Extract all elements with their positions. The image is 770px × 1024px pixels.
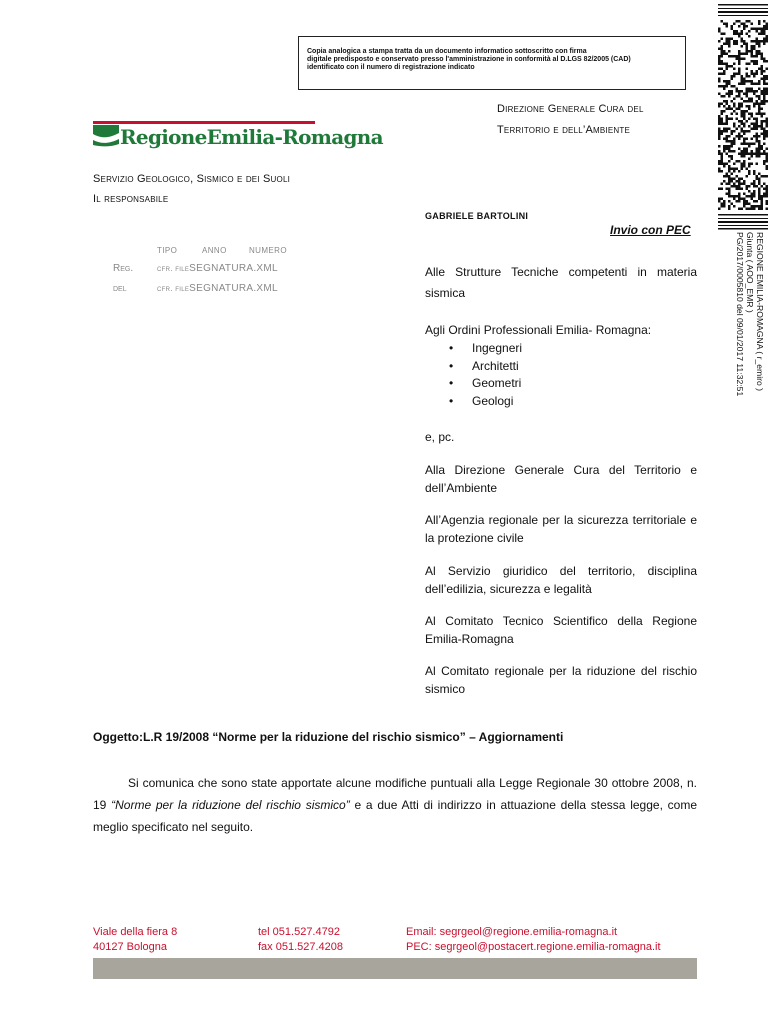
recipient-servizio-text: Al Servizio giuridico del territorio, disciplina dell’edilizia, sicurezza e legalità [425,564,697,596]
recipient-strutture-text: Alle Strutture Tecniche competenti in materia sismica [425,265,697,300]
registration-headers [157,246,287,255]
logo-wordmark: RegioneEmilia-Romagna [120,125,383,149]
stamp-line-1: REGIONE EMILIA-ROMAGNA ( r_emiro ) [755,232,765,392]
notice-line-3: identificato con il numero di registrazione indicato [307,64,475,71]
recipient-direzione [425,461,697,497]
footer-pec: PEC: segrgeol@postacert.regione.emilia-romagna.it [406,940,661,953]
reg-label: Reg. [113,263,134,274]
list-item: • Geometri [449,375,522,393]
digital-copy-notice [298,36,686,90]
notice-line-1: Copia analogica a stampa tratta da un documento informatico sottoscritto con firma [307,48,587,55]
notice-line-2: digitale predisposto e conservato presso l'amministrazione in conformità al D.LGS 82/2005 (CAD) [307,56,631,63]
recipient-epc [425,428,697,446]
recipient-servizio [425,562,697,598]
service-line-1: Servizio Geologico, Sismico e dei Suoli [93,173,291,185]
list-item: • Ingegneri [449,340,522,358]
recipient-agenzia-text: All’Agenzia regionale per la sicurezza territoriale e la protezione civile [425,513,697,545]
recipient-strutture [425,262,697,304]
directorate-line-1: Direzione Generale Cura del [497,103,644,115]
recipient-ordini [425,321,697,339]
body-part-1: Si comunica che sono state apportate alcune modifiche puntuali alla Legge Regionale 30 ottobre 2008, n. 19 [93,776,697,812]
reg-prefix: cfr. file [157,264,190,273]
ordini-list [449,340,522,410]
recipient-comitato-regionale [425,662,697,698]
recipient-direzione-text: Alla Direzione Generale Cura del Territorio e dell’Ambiente [425,463,697,495]
regione-logo [93,121,383,155]
directorate-heading [497,99,644,141]
del-label: del [113,283,127,294]
footer-contacts [406,925,661,954]
reg-value: SEGNATURA.XML [189,263,278,274]
footer-email: Email: segrgeol@regione.emilia-romagna.it [406,926,618,938]
footer-bar [93,958,697,979]
list-item: • Geologi [449,393,522,411]
registration-row-reg [113,263,278,274]
epc-text: e, pc. [425,430,455,444]
stamp-line-2: Giunta ( AOO_EMR ) [745,232,755,313]
footer-fax: fax 051.527.4208 [258,940,344,953]
logo-red-bar [93,121,315,124]
service-line-2: Il responsabile [93,193,169,205]
del-value: SEGNATURA.XML [189,283,278,294]
registration-row-del [113,283,278,294]
reg-header-tipo: TIPO [157,246,178,255]
list-item: • Architetti [449,358,522,376]
protocol-stamp [725,232,765,462]
reg-header-anno: ANNO [202,246,227,255]
recipient-comitato-tecnico [425,612,697,648]
reg-header-numero: NUMERO [249,246,287,255]
footer-phone [258,925,343,954]
protocol-barcode [718,0,768,260]
service-heading [93,169,290,209]
footer-street: Viale della fiera 8 [93,926,178,938]
stamp-line-3: PG/2017/0005810 del 09/01/2017 11:32:51 [735,232,745,397]
signer-name: GABRIELE BARTOLINI [425,211,529,221]
body-part-2: e a due Atti di indirizzo in attuazione della stessa legge, come meglio specificato nel seguito. [93,798,698,834]
recipient-ordini-text: Agli Ordini Professionali Emilia- Romagna: [425,323,652,337]
recipient-agenzia [425,511,697,547]
body-law-title: “Norme per la riduzione del rischio sismico” [111,798,350,812]
letter-subject: Oggetto:L.R 19/2008 “Norme per la riduzione del rischio sismico” – Aggiornamenti [93,730,564,744]
delivery-method: Invio con PEC [610,223,691,237]
letter-body [93,772,697,838]
regione-emblem-icon [93,125,119,149]
directorate-line-2: Territorio e dell’Ambiente [497,124,631,136]
recipient-comitato-tecnico-text: Al Comitato Tecnico Scientifico della Regione Emilia-Romagna [425,614,697,646]
footer-tel: tel 051.527.4792 [258,926,340,938]
footer-address [93,925,177,954]
recipient-comitato-regionale-text: Al Comitato regionale per la riduzione del rischio sismico [425,664,697,696]
del-prefix: cfr. file [157,284,190,293]
footer-city: 40127 Bologna [93,940,168,953]
